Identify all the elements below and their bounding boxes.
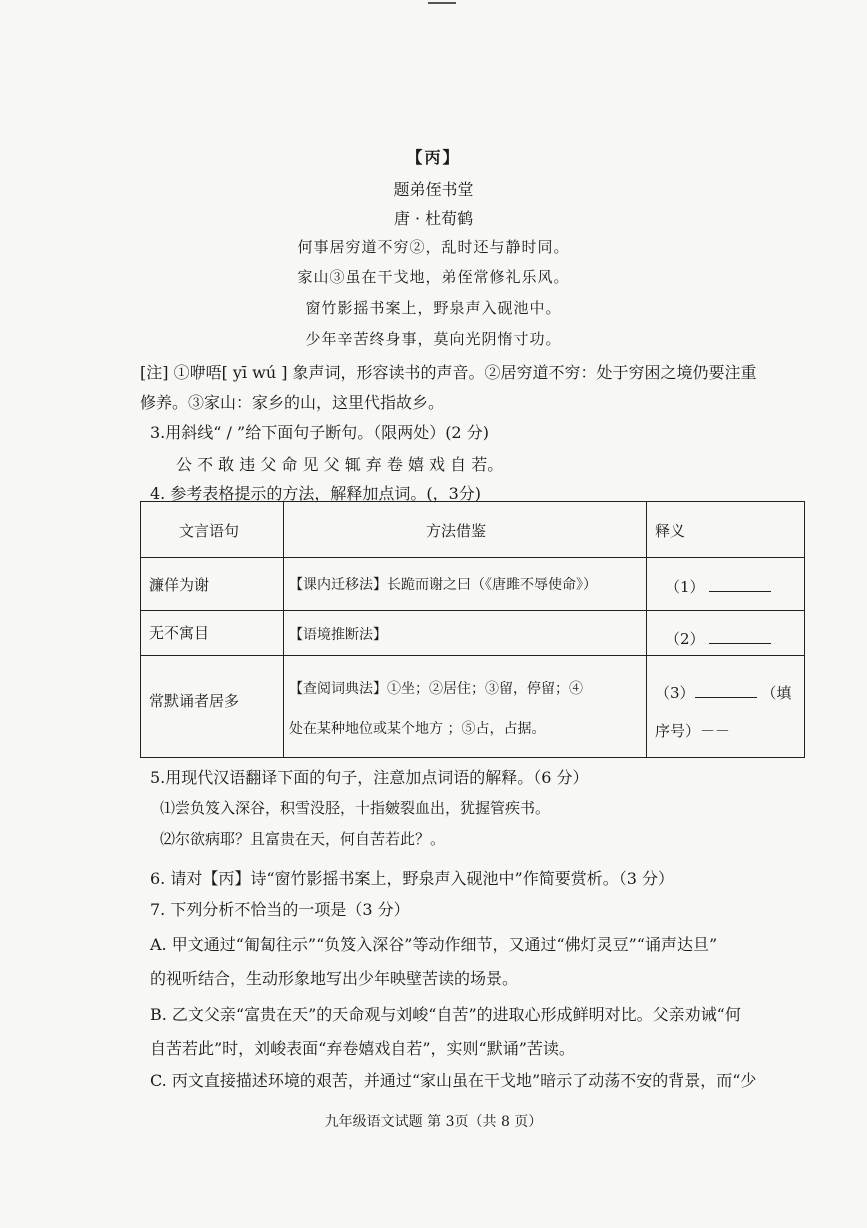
q7-option-line: A. 甲文通过“匍匐往示”“负笈入深谷”等动作细节，又通过“佛灯灵豆”“诵声达旦”: [150, 935, 718, 954]
table-divider: [646, 502, 647, 757]
section-label: 【丙】: [406, 148, 461, 167]
scan-mark: [428, 2, 456, 4]
answer-tail: （填: [761, 684, 792, 702]
table-cell-answer: [655, 682, 791, 703]
q5-item: ⑵尔欲病耶？且富贵在天，何自苦若此？。: [160, 830, 446, 848]
question-6: 6. 请对【丙】诗“窗竹影摇书案上，野泉声入砚池中”作简要赏析。（3 分）: [150, 869, 674, 888]
table-cell-method: 处在某种地位或某个地方 ；⑤占，占据。: [289, 721, 546, 737]
table-header: 方法借鉴: [426, 522, 487, 540]
poem-title: 题弟侄书堂: [393, 180, 474, 199]
poem-line: 何事居穷道不穷②，乱时还与静时同。: [297, 238, 570, 256]
method-table: [140, 501, 805, 758]
table-cell-method: 【查阅词典法】①坐；②居住；③留，停留；④: [289, 681, 583, 697]
table-cell-answer: 序号）－－: [655, 722, 731, 740]
table-header: 释义: [655, 522, 686, 540]
poem-line: 窗竹影摇书案上，野泉声入砚池中。: [305, 299, 562, 317]
table-cell-answer: [665, 576, 771, 597]
poem-line: 少年辛苦终身事，莫向光阴惰寸功。: [305, 330, 562, 348]
answer-label: （1）: [665, 578, 705, 596]
q7-option-line: 的视听结合，生动形象地写出少年映壁苦读的场景。: [150, 969, 519, 988]
q7-option-line: 自苦若此”时，刘峻表面“弃卷嬉戏自若”，实则“默诵”苦读。: [150, 1039, 575, 1058]
answer-blank[interactable]: [695, 685, 757, 698]
table-cell-sentence: 濂佯为谢: [149, 576, 210, 594]
notes-line: [注] ①咿唔[ yī wú ] 象声词，形容读书的声音。②居穷道不穷：处于穷困之境仍要注重: [140, 363, 757, 382]
q5-item: ⑴尝负笈入深谷，积雪没胫，十指皴裂血出，犹握管疾书。: [160, 799, 551, 817]
page-footer: 九年级语文试题 第 3页（共 8 页）: [324, 1114, 543, 1130]
table-divider: [283, 502, 284, 757]
table-header: 文言语句: [179, 522, 240, 540]
answer-label: （3）: [655, 684, 695, 702]
question-4: 4. 参考表格提示的方法，解释加点词。(，3分): [150, 484, 482, 503]
table-cell-answer: [665, 628, 771, 649]
notes-line: 修养。③家山：家乡的山，这里代指故乡。: [140, 393, 445, 412]
table-cell-sentence: 常默诵者居多: [149, 692, 240, 710]
q7-option-line: B. 乙文父亲“富贵在天”的天命观与刘峻“自苦”的进取心形成鲜明对比。父亲劝诫“何: [150, 1005, 741, 1024]
table-cell-sentence: 无不寓目: [149, 624, 210, 642]
question-7: 7. 下列分析不恰当的一项是（3 分）: [150, 900, 410, 919]
q3-sentence: 公 不 敢 违 父 命 见 父 辄 弃 卷 嬉 戏 自 若。: [176, 455, 504, 474]
poem-line: 家山③虽在干戈地，弟侄常修礼乐风。: [297, 268, 570, 286]
poem-author: 唐 · 杜荀鹤: [393, 209, 474, 228]
answer-blank[interactable]: [709, 631, 771, 644]
question-5: 5.用现代汉语翻译下面的句子，注意加点词语的解释。（6 分）: [150, 768, 589, 787]
table-cell-method: 【语境推断法】: [289, 627, 387, 643]
answer-label: （2）: [665, 630, 705, 648]
answer-blank[interactable]: [709, 579, 771, 592]
q7-option-line: C. 丙文直接描述环境的艰苦，并通过“家山虽在干戈地”暗示了动荡不安的背景，而“少: [150, 1071, 757, 1090]
question-3: 3.用斜线“ / ”给下面句子断句。（限两处）(2 分): [150, 423, 489, 442]
table-cell-method: 【课内迁移法】长跪而谢之曰（《唐雎不辱使命》）: [289, 577, 597, 593]
